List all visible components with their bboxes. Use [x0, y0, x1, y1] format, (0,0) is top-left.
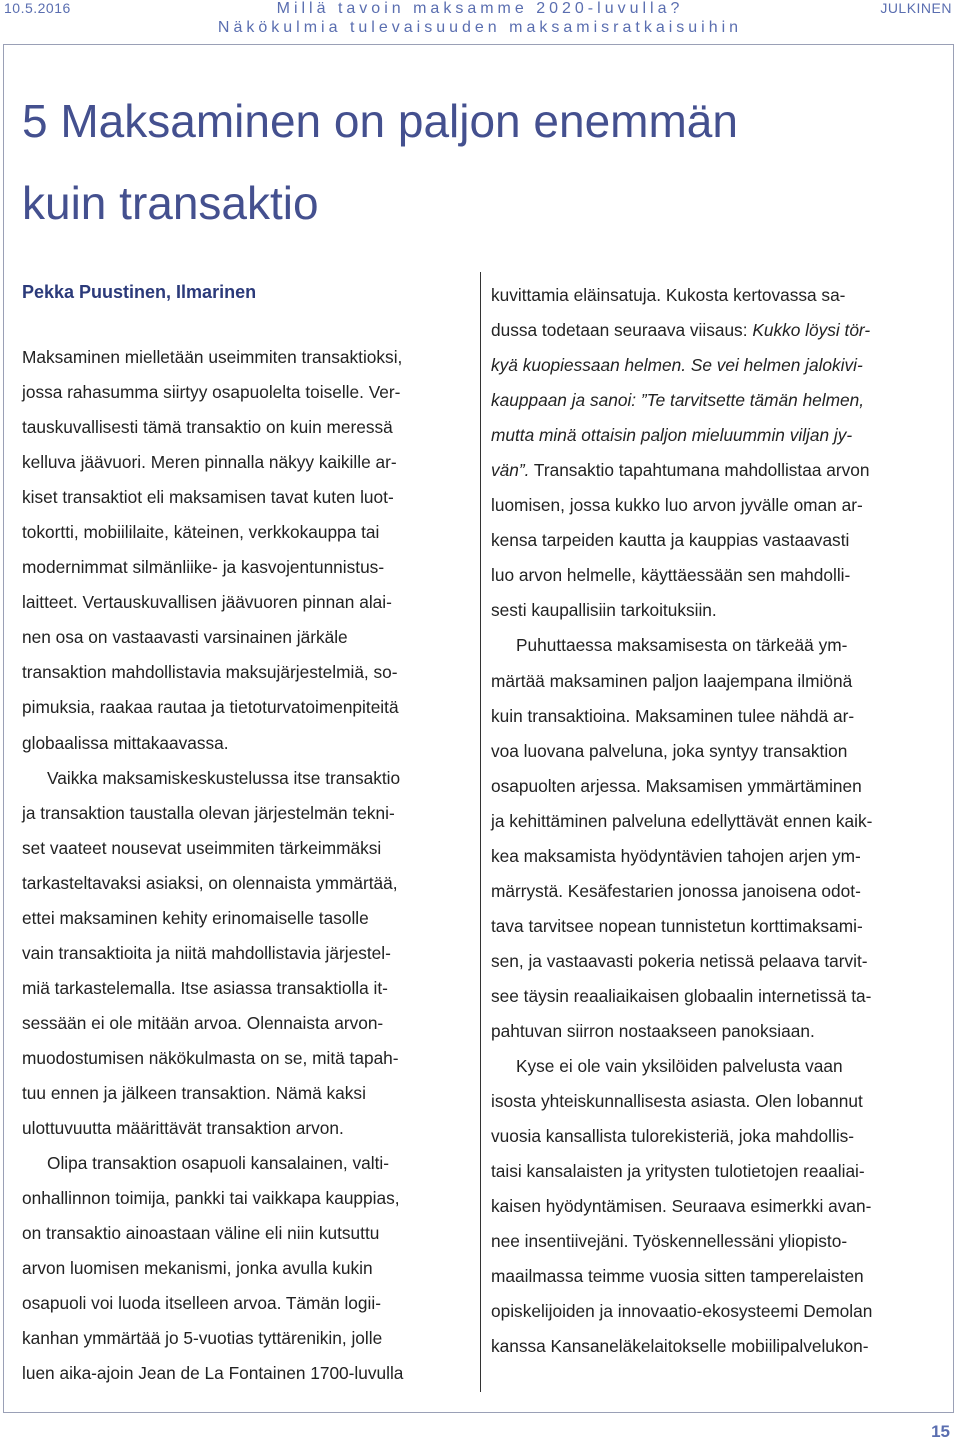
quote-fragment: kyä kuopiessaan helmen.	[491, 355, 687, 376]
text-line: onhallinnon toimija, pankki tai vaikkapa kauppias,	[22, 1188, 400, 1209]
page-header	[0, 0, 960, 42]
text-line: on transaktio ainoastaan väline eli niin kutsuttu	[22, 1223, 380, 1244]
text-line: mutta minä ottaisin paljon mieluummin viljan jy-	[491, 425, 853, 446]
chapter-title-line-1: 5 Maksaminen on paljon enemmän	[22, 95, 738, 147]
text-line: set vaateet nousevat useimmiten tärkeimmäksi	[22, 837, 382, 858]
text-line: märrystä. Kesäfestarien jonossa janoisena odot-	[491, 880, 861, 901]
text-line: tava tarvitsee nopean tunnistetun korttimaksami-	[491, 915, 863, 936]
text-line: Maksaminen mielletään useimmiten transaktioksi,	[22, 347, 403, 367]
text-line: jossa rahasumma siirtyy osapuolelta toiselle. Ver-	[22, 382, 401, 403]
text-fragment: dussa todetaan seuraava viisaus:	[491, 320, 753, 341]
text-line: laitteet. Vertauskuvallisen jäävuoren pinnan alai-	[22, 592, 392, 613]
chapter-title	[22, 80, 922, 244]
text-line: vain transaktioita ja niitä mahdollistavia järjestel-	[22, 942, 391, 963]
text-line: see täysin reaaliaikaisen globaalin internetissä ta-	[491, 985, 872, 1006]
quote-fragment: vän”.	[491, 460, 530, 481]
left-text-column	[22, 340, 477, 1391]
text-line: luomisen, jossa kukko luo arvon jyvälle oman ar-	[491, 495, 863, 516]
text-line: kauppaan ja sanoi: ”Te tarvitsette tämän helmen,	[491, 390, 865, 411]
text-line: transaktion mahdollistavia maksujärjestelmiä, so-	[22, 662, 398, 683]
text-line: kiset transaktiot eli maksamisen tavat kuten luot-	[22, 487, 394, 508]
text-line: Vaikka maksamiskeskustelussa itse transaktio	[47, 767, 401, 788]
text-line: kensa tarpeiden kautta ja kauppias vastaavasti	[491, 530, 850, 551]
quote-fragment: Se vei helmen jalokivi-	[686, 355, 863, 376]
text-line: taisi kansalaisten ja yritysten tulotietojen reaaliai-	[491, 1161, 865, 1182]
text-line: ja transaktion taustalla olevan järjestelmän tekni-	[22, 802, 395, 823]
text-line: kuvittamia eläinsatuja. Kukosta kertovassa sa-	[491, 285, 846, 305]
text-line: Puhuttaessa maksamisesta on tärkeää ym-	[516, 635, 848, 656]
text-line	[491, 313, 946, 348]
text-line: opiskelijoiden ja innovaatio-ekosysteemi Demolan	[491, 1301, 873, 1322]
text-line: pimuksia, raakaa rautaa ja tietoturvatoimenpiteitä	[22, 697, 399, 718]
text-line: muodostumisen näkökulmasta on se, mitä tapah-	[22, 1047, 399, 1068]
header-date: 10.5.2016	[4, 0, 71, 16]
text-line: vuosia kansallista tulorekisteriä, joka mahdollis-	[491, 1126, 855, 1147]
text-line: kelluva jäävuori. Meren pinnalla näkyy kaikille ar-	[22, 452, 397, 473]
author-byline: Pekka Puustinen, Ilmarinen	[22, 282, 257, 302]
text-line: ja kehittäminen palveluna edellyttävät ennen kaik-	[491, 810, 873, 831]
text-line: kanhan ymmärtää jo 5-vuotias tyttärenikin, jolle	[22, 1328, 383, 1349]
text-line: sen, ja vastaavasti pokeria netissä pelaava tarvit-	[491, 950, 868, 971]
header-title: Millä tavoin maksamme 2020-luvulla?	[276, 0, 684, 17]
text-line: arvon luomisen mekanismi, jonka avulla kukin	[22, 1258, 373, 1279]
text-line: luen aika-ajoin Jean de La Fontainen 1700-luvulla	[22, 1363, 404, 1384]
text-line: osapuolten arjessa. Maksamisen ymmärtäminen	[491, 775, 862, 796]
text-line: ettei maksaminen kehity erinomaiselle tasolle	[22, 907, 369, 928]
chapter-title-line-2: kuin transaktio	[22, 177, 319, 229]
text-line: isosta yhteiskunnallisesta asiasta. Olen lobannut	[491, 1091, 863, 1112]
text-line: maailmassa teimme vuosia sitten tamperelaisten	[491, 1266, 864, 1287]
column-divider	[480, 272, 481, 1392]
text-line: luo arvon helmelle, käyttäessään sen mahdolli-	[491, 565, 851, 586]
text-line: pahtuvan siirron nostaakseen panoksiaan.	[491, 1020, 815, 1041]
text-line: tuu ennen ja jälkeen transaktion. Nämä kaksi	[22, 1082, 366, 1103]
header-classification: JULKINEN	[880, 0, 952, 16]
text-line: osapuoli voi luoda itselleen arvoa. Tämän logii-	[22, 1293, 381, 1314]
text-line: sesti kaupallisiin tarkoituksiin.	[491, 600, 717, 621]
text-line: modernimmat silmänliike- ja kasvojentunnistus-	[22, 557, 385, 578]
text-line: tarkasteltavaksi asiaksi, on olennaista ymmärtää,	[22, 872, 398, 893]
text-line: nen osa on vastaavasti varsinainen järkäle	[22, 627, 348, 648]
text-line: märtää maksaminen paljon laajempana ilmiönä	[491, 670, 853, 691]
text-line: Olipa transaktion osapuoli kansalainen, valti-	[47, 1153, 389, 1174]
text-line: nee insentiivejäni. Työskennellessäni yliopisto-	[491, 1231, 848, 1252]
text-line: ulottuvuutta määrittävät transaktion arvon.	[22, 1118, 344, 1139]
quote-fragment: Kukko löysi tör-	[752, 320, 871, 341]
text-line: tauskuvallisesti tämä transaktio on kuin meressä	[22, 417, 393, 438]
text-line	[491, 453, 946, 488]
text-line: kaisen hyödyntämisen. Seuraava esimerkki avan-	[491, 1196, 872, 1217]
text-line: kuin transaktioina. Maksaminen tulee nähdä ar-	[491, 705, 855, 726]
text-fragment: Transaktio tapahtumana mahdollistaa arvon	[529, 460, 870, 481]
header-subtitle: Näkökulmia tulevaisuuden maksamisratkaisuihin	[217, 19, 743, 36]
text-line: Kyse ei ole vain yksilöiden palvelusta vaan	[516, 1056, 843, 1077]
text-line: sessään ei ole mitään arvoa. Olennaista arvon-	[22, 1012, 384, 1033]
text-line: globaalissa mittakaavassa.	[22, 732, 229, 753]
text-line: voa luovana palveluna, joka syntyy transaktion	[491, 740, 848, 761]
text-line: tokortti, mobiililaite, käteinen, verkkokauppa tai	[22, 522, 380, 543]
text-line: kea maksamista hyödyntävien tahojen arjen ym-	[491, 845, 861, 866]
text-line	[491, 348, 946, 383]
page-number: 15	[931, 1422, 950, 1441]
text-line: miä tarkastelemalla. Itse asiassa transaktiolla it-	[22, 977, 388, 998]
text-line: kanssa Kansaneläkelaitokselle mobiilipalvelukon-	[491, 1336, 869, 1357]
right-text-column	[491, 278, 946, 1364]
